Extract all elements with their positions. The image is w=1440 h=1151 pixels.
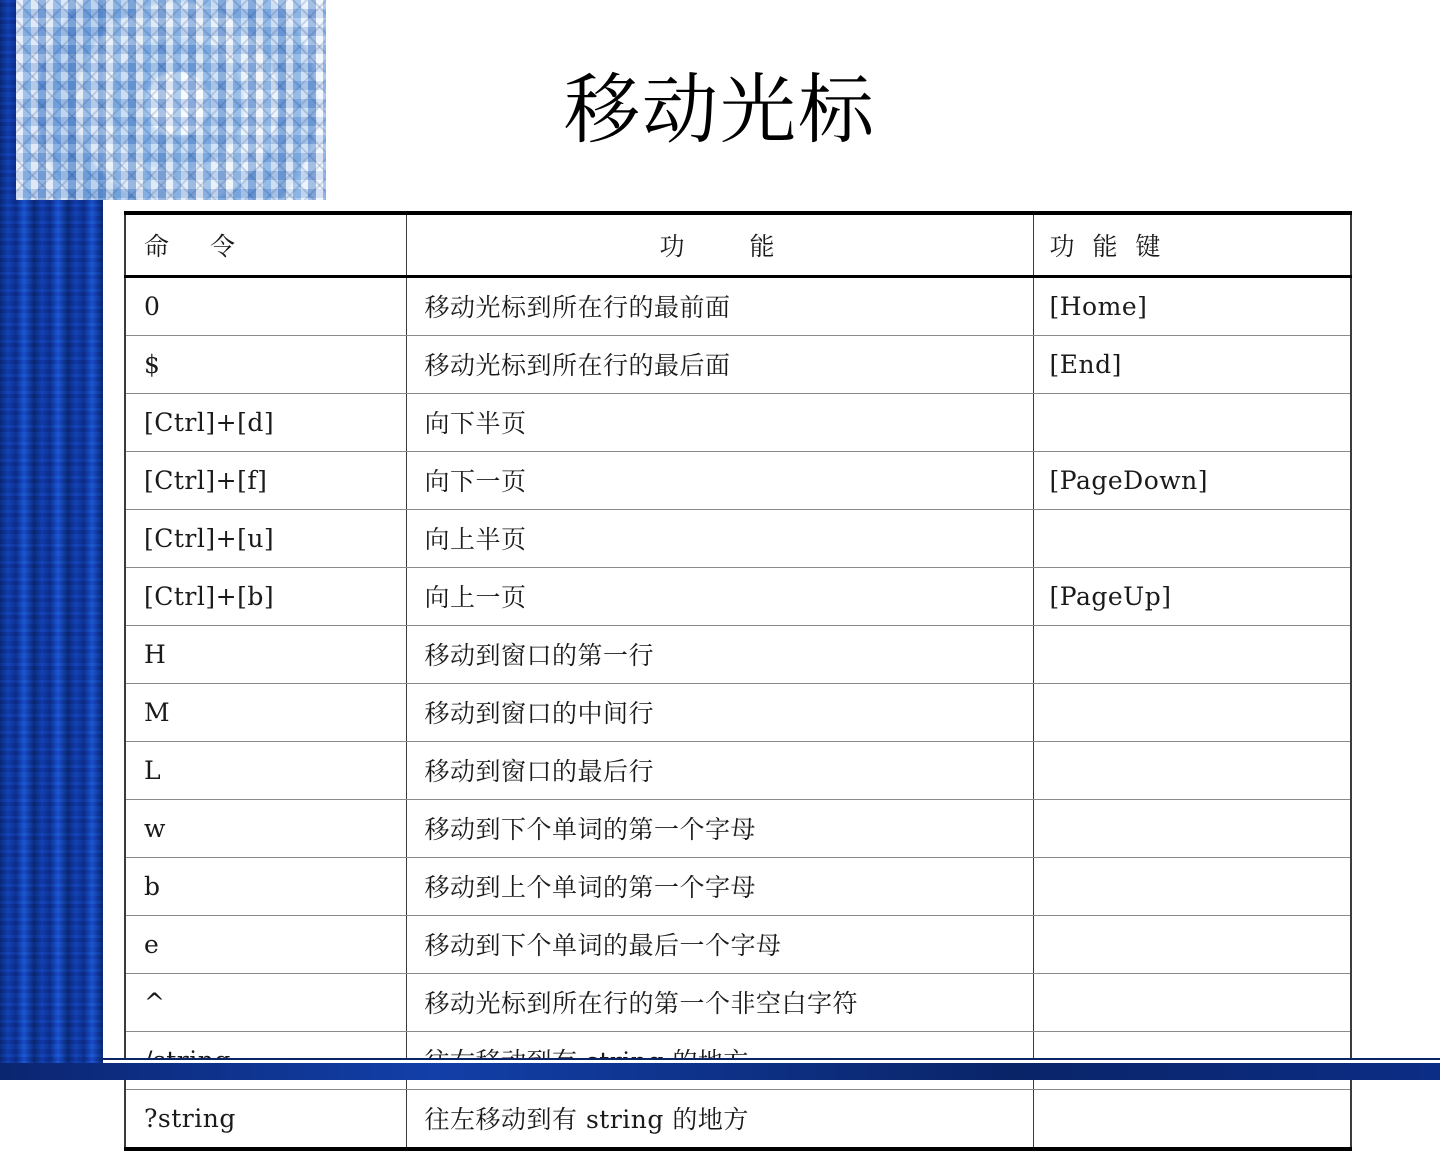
cell-command: e — [125, 916, 406, 974]
cell-function: 移动到下个单词的第一个字母 — [406, 800, 1033, 858]
cell-command: H — [125, 626, 406, 684]
cell-command: $ — [125, 336, 406, 394]
cell-function: 向下半页 — [406, 394, 1033, 452]
cell-function: 移动到窗口的最后行 — [406, 742, 1033, 800]
cell-key — [1033, 1090, 1351, 1150]
cell-function: 向上半页 — [406, 510, 1033, 568]
table-row — [125, 626, 1351, 684]
column-header-functionkey: 功 能 键 — [1033, 213, 1351, 277]
commands-table — [124, 211, 1352, 1151]
cell-function: 向上一页 — [406, 568, 1033, 626]
cell-key — [1033, 626, 1351, 684]
table-row — [125, 568, 1351, 626]
cell-key — [1033, 916, 1351, 974]
cell-command: ?string — [125, 1090, 406, 1150]
cell-key — [1033, 510, 1351, 568]
cell-key: [PageDown] — [1033, 452, 1351, 510]
table-row — [125, 452, 1351, 510]
cell-function: 移动光标到所在行的第一个非空白字符 — [406, 974, 1033, 1032]
cell-command: [Ctrl]+[u] — [125, 510, 406, 568]
decorative-left-band — [0, 0, 103, 1063]
table-row — [125, 974, 1351, 1032]
cell-function: 移动到窗口的第一行 — [406, 626, 1033, 684]
slide-footer-bar — [0, 1063, 1440, 1080]
table-row — [125, 858, 1351, 916]
cell-command: [Ctrl]+[f] — [125, 452, 406, 510]
cell-key — [1033, 742, 1351, 800]
table-row — [125, 800, 1351, 858]
cell-key: [End] — [1033, 336, 1351, 394]
cell-function: 移动到窗口的中间行 — [406, 684, 1033, 742]
cell-command: M — [125, 684, 406, 742]
cell-function: 移动光标到所在行的最后面 — [406, 336, 1033, 394]
table-row — [125, 742, 1351, 800]
cell-key — [1033, 858, 1351, 916]
cell-command: [Ctrl]+[d] — [125, 394, 406, 452]
column-header-command: 命 令 — [125, 213, 406, 277]
cell-command: [Ctrl]+[b] — [125, 568, 406, 626]
table-row — [125, 336, 1351, 394]
cell-command: 0 — [125, 277, 406, 336]
commands-table-container — [124, 211, 1350, 1151]
cell-key: [Home] — [1033, 277, 1351, 336]
cell-command: ^ — [125, 974, 406, 1032]
cell-function: 移动到上个单词的第一个字母 — [406, 858, 1033, 916]
cell-key — [1033, 800, 1351, 858]
table-row — [125, 1090, 1351, 1150]
table-row — [125, 916, 1351, 974]
cell-command: b — [125, 858, 406, 916]
decorative-globe-image — [16, 0, 326, 200]
cell-command: w — [125, 800, 406, 858]
cell-key — [1033, 974, 1351, 1032]
table-header-row — [125, 213, 1351, 277]
table-row — [125, 510, 1351, 568]
cell-function: 往左移动到有 string 的地方 — [406, 1090, 1033, 1150]
cell-function: 移动光标到所在行的最前面 — [406, 277, 1033, 336]
cell-command: L — [125, 742, 406, 800]
cell-function: 移动到下个单词的最后一个字母 — [406, 916, 1033, 974]
cell-key: [PageUp] — [1033, 568, 1351, 626]
cell-key — [1033, 684, 1351, 742]
cell-function: 向下一页 — [406, 452, 1033, 510]
slide-title: 移动光标 — [564, 65, 876, 154]
table-row — [125, 277, 1351, 336]
table-row — [125, 684, 1351, 742]
table-row — [125, 394, 1351, 452]
column-header-function: 功 能 — [406, 213, 1033, 277]
cell-key — [1033, 394, 1351, 452]
